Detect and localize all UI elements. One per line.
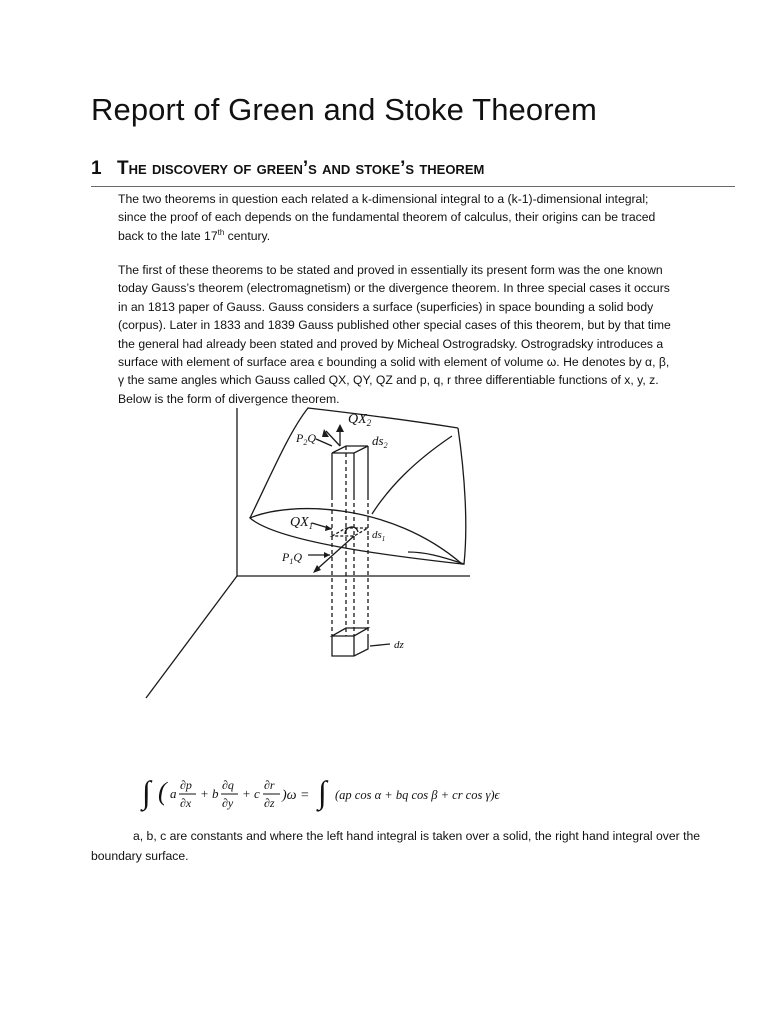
superscript-th: th xyxy=(217,227,225,237)
svg-text:QX1 xyxy=(290,515,313,531)
svg-text:ds1 xyxy=(372,529,385,543)
p1q-label: P xyxy=(282,550,290,564)
page-title: Report of Green and Stoke Theorem xyxy=(91,92,597,127)
eq-b: + b xyxy=(200,786,219,801)
eq-c: + c xyxy=(242,786,260,801)
paragraph-3 xyxy=(91,826,731,866)
eq-dx: ∂x xyxy=(180,796,192,810)
ds2-label: ds xyxy=(372,433,384,448)
paragraph-2: The first of these theorems to be stated and proved in essentially its present form was the one known today Gauss’s theorem (electromagnetism) or the divergence theorem. In three special cases it occurs in an 1813 paper of Gauss. Gauss considers a surface (superficies) in space bounding a solid body (corpus). Later in 1833 and 1839 Gauss published other special cases of this theorem, but by that time the general had already been stated and proved by Micheal Ostrogradsky. Ostrogradsky introduces a surface with element of surface area ϵ bounding a solid with element of volume ω. He denotes by α, β, γ the same angles which Gauss called QX, QY, QZ and p, q, r three differentiable functions of x, y, z. Below is the form of divergence theorem. xyxy=(118,263,671,406)
eq-omega: )ω = xyxy=(282,788,310,803)
integral-sign-left: ∫ xyxy=(142,774,151,810)
p2q-sub: 2 xyxy=(303,438,308,447)
qx1-label: QX xyxy=(290,515,309,530)
qx1-sub: 1 xyxy=(308,521,314,531)
section-number: 1 xyxy=(91,158,102,179)
svg-text:P2Q xyxy=(295,431,316,447)
surface-right-edge xyxy=(408,428,466,564)
ds1-label: ds xyxy=(372,529,382,541)
eq-dp: ∂p xyxy=(180,778,192,792)
ds2-sub: 2 xyxy=(383,441,388,450)
svg-text:P1Q xyxy=(281,550,302,566)
svg-text:ds2 xyxy=(372,433,388,450)
section-heading xyxy=(91,158,731,180)
prism-top xyxy=(332,446,368,453)
ds1-sub: 1 xyxy=(381,535,386,543)
dz-label: dz xyxy=(394,639,404,651)
eq-dz: ∂z xyxy=(264,796,275,810)
section-title: The discovery of green’s and stoke’s theorem xyxy=(117,158,485,179)
prism-bottom xyxy=(332,628,368,636)
paragraph-1-end: century. xyxy=(224,228,271,243)
eq-dy: ∂y xyxy=(222,796,234,810)
eq-dq: ∂q xyxy=(222,778,234,792)
p2q-q: Q xyxy=(307,431,317,445)
eq-dr: ∂r xyxy=(264,778,275,792)
p2q-label: P xyxy=(296,431,304,445)
qx2-label: QX xyxy=(348,412,367,427)
divergence-figure xyxy=(140,406,480,702)
paragraph-1 xyxy=(118,190,678,245)
qx2-sub: 2 xyxy=(366,418,372,428)
eq-a: a xyxy=(170,786,177,801)
divergence-equation xyxy=(140,770,520,816)
p1q-sub: 1 xyxy=(289,557,294,566)
p1q-q: Q xyxy=(293,550,303,564)
svg-text:QX2 xyxy=(348,412,372,428)
paragraph-1-text: The two theorems in question each related a k-dimensional integral to a (k-1)-dimensional integral; since the proof of each depends on the fundamental theorem of calculus, their origins can be traced back to the late 17 xyxy=(118,192,656,243)
eq-rhs: (ap cos α + bq cos β + cr cos γ)ϵ xyxy=(335,788,500,802)
integral-sign-right: ∫ xyxy=(318,774,327,810)
axis-y xyxy=(146,576,237,698)
prism-mid xyxy=(332,528,368,536)
svg-text:(: ( xyxy=(158,777,167,806)
paragraph-3-text: a, b, c are constants and where the left hand integral is taken over a solid, the right hand integral over the boundary surface. xyxy=(91,829,701,863)
section-rule xyxy=(91,186,735,187)
